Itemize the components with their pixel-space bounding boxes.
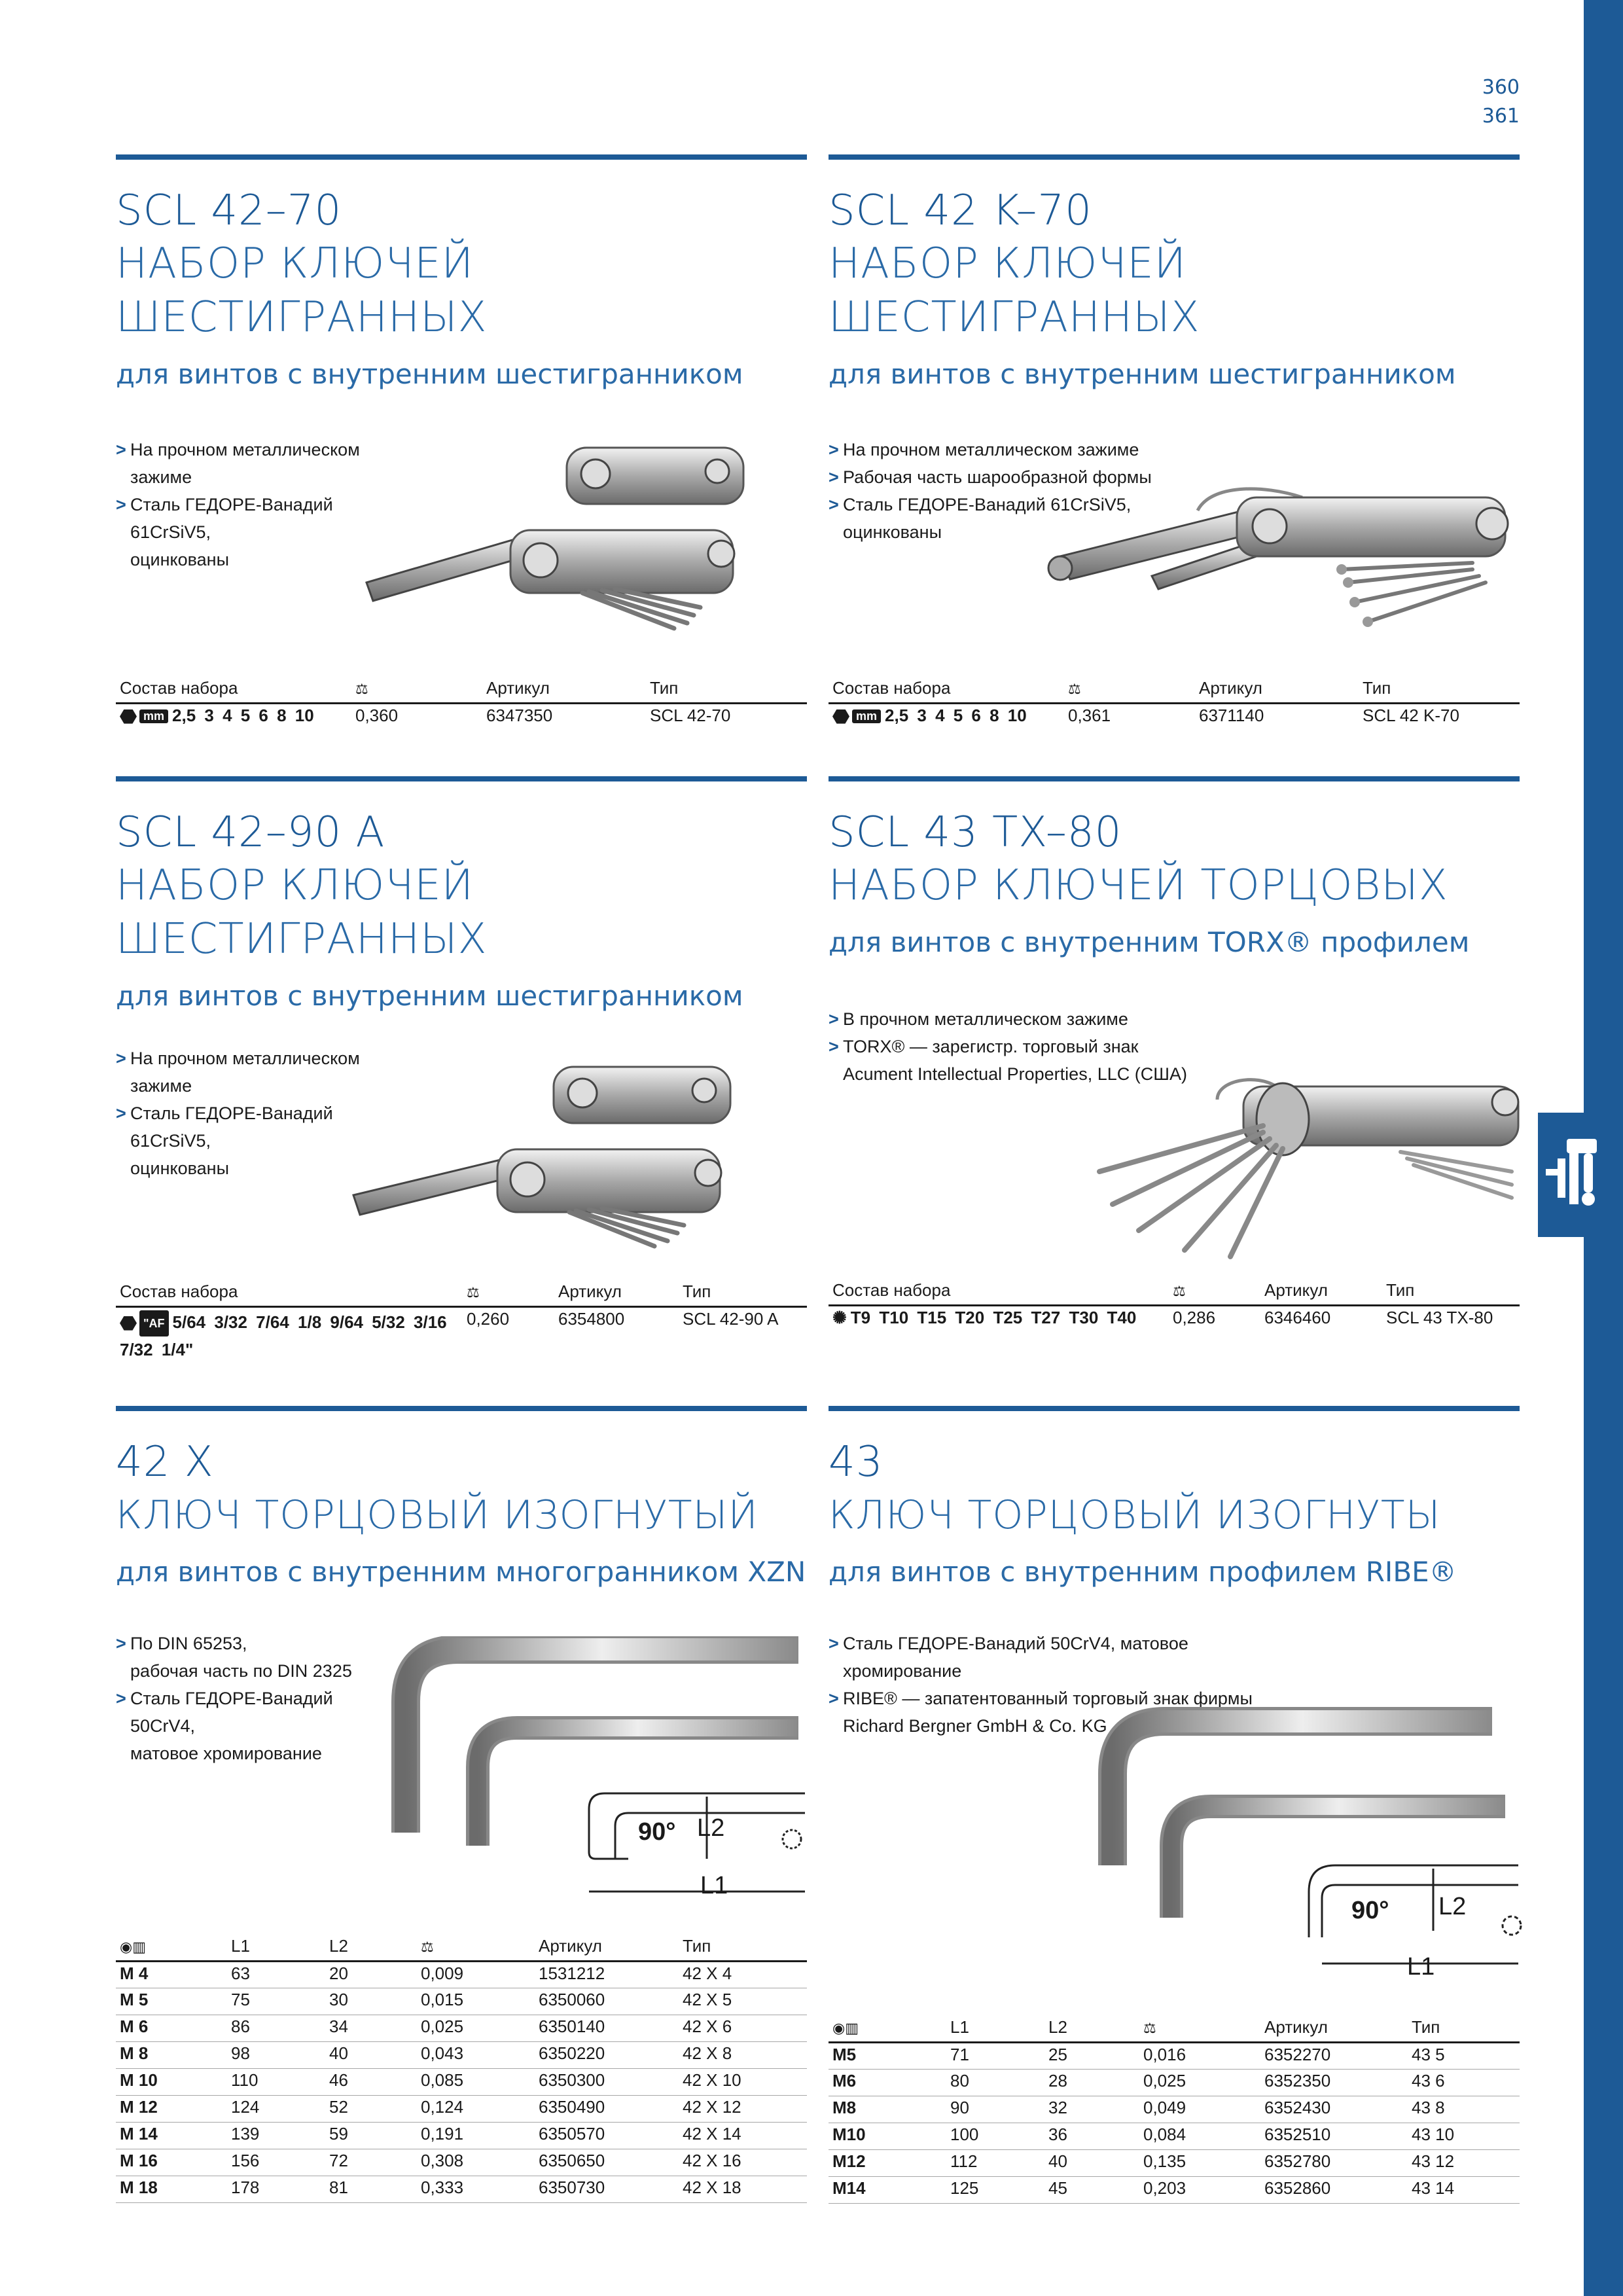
size-cell: M 4 xyxy=(116,1961,227,1988)
set-sizes: 5/64 3/32 7/64 1/8 9/64 5/32 3/16 7/32 1/4" xyxy=(120,1312,447,1359)
product-subtitle: для винтов с внутренним профилем RIBE® xyxy=(829,1556,1457,1588)
type-cell: 43 5 xyxy=(1408,2042,1520,2069)
set-sizes: T9 T10 T15 T20 T25 T27 T30 T40 xyxy=(850,1307,1137,1327)
l1-cell: 139 xyxy=(227,2122,325,2149)
table-row xyxy=(829,2042,1520,2069)
product-scl-42-70 xyxy=(116,154,807,393)
weight-cell: 0,308 xyxy=(417,2149,535,2176)
l1-cell: 86 xyxy=(227,2015,325,2041)
product-subtitle: для винтов с внутренним шестигранником xyxy=(116,358,743,390)
article-cell: 6352510 xyxy=(1260,2123,1408,2149)
folding-hex-key-set-image xyxy=(360,439,753,641)
article-cell: 6371140 xyxy=(1199,705,1264,725)
hex-icon xyxy=(120,709,137,724)
xzn-l-key-image xyxy=(380,1636,812,1911)
weight-cell: 0,085 xyxy=(417,2068,535,2095)
tools-icon xyxy=(1538,1113,1623,1237)
article-cell: 1531212 xyxy=(535,1961,679,1988)
product-title-line: НАБОР КЛЮЧЕЙ ТОРЦОВЫХ xyxy=(829,861,1448,910)
column-header: L1 xyxy=(946,2013,1044,2042)
spec-table xyxy=(829,1276,1520,1333)
column-header: Тип xyxy=(1359,674,1520,703)
weight-scale-icon: ⚖ xyxy=(463,1278,554,1306)
table-row xyxy=(116,1961,807,1988)
product-title-line: ШЕСТИГРАННЫХ xyxy=(116,915,488,963)
size-cell: M 10 xyxy=(116,2068,227,2095)
feature-item: > RIBE® — запатентованный торговый знак фирмы Richard Bergner GmbH & Co. KG xyxy=(829,1685,1300,1740)
l1-cell: 98 xyxy=(227,2041,325,2068)
column-header: Состав набора xyxy=(829,674,1064,703)
column-header: Тип xyxy=(1382,1276,1520,1305)
ribe-l-key-image xyxy=(1086,1702,1531,1990)
column-header: Артикул xyxy=(482,674,646,703)
product-code: SCL 42–90 A xyxy=(116,808,385,857)
column-header: Артикул xyxy=(1195,674,1359,703)
weight-scale-icon: ⚖ xyxy=(1139,2013,1260,2042)
unit-badge: mm xyxy=(139,709,168,723)
l2-cell: 34 xyxy=(325,2015,417,2041)
feature-item: > В прочном металлическом зажиме xyxy=(829,1005,1234,1033)
feature-item: > Сталь ГЕДОРЕ-Ванадий 61CrSiV5, оцинкованы xyxy=(116,1100,417,1182)
product-scl-42-k-70 xyxy=(829,154,1520,393)
table-row xyxy=(116,2176,807,2202)
type-cell: 42 X 5 xyxy=(679,1988,807,2015)
type-cell: 43 12 xyxy=(1408,2149,1520,2176)
section-rule xyxy=(829,776,1520,781)
l1-cell: 156 xyxy=(227,2149,325,2176)
l2-cell: 28 xyxy=(1044,2069,1139,2096)
article-cell: 6350220 xyxy=(535,2041,679,2068)
table-row xyxy=(116,2041,807,2068)
l2-cell: 25 xyxy=(1044,2042,1139,2069)
feature-item: > На прочном металлическом зажиме xyxy=(116,436,417,491)
l2-cell: 40 xyxy=(325,2041,417,2068)
size-cell: M12 xyxy=(829,2149,946,2176)
weight-cell: 0,286 xyxy=(1173,1307,1216,1327)
l1-cell: 112 xyxy=(946,2149,1044,2176)
article-cell: 6352430 xyxy=(1260,2096,1408,2123)
size-cell: M5 xyxy=(829,2042,946,2069)
l1-cell: 110 xyxy=(227,2068,325,2095)
type-cell: 43 10 xyxy=(1408,2123,1520,2149)
section-tab xyxy=(1538,1113,1623,1237)
table-row xyxy=(116,2015,807,2041)
dimension-diagram xyxy=(1309,1865,1521,1964)
page-number-right: 361 xyxy=(1482,105,1520,128)
feature-item: > На прочном металлическом зажиме xyxy=(116,1045,417,1100)
l2-cell: 32 xyxy=(1044,2096,1139,2123)
column-header: L1 xyxy=(227,1932,325,1961)
product-title-line: НАБОР КЛЮЧЕЙ xyxy=(829,240,1186,288)
weight-scale-icon: ⚖ xyxy=(1169,1276,1260,1305)
set-composition-cell xyxy=(829,703,1064,730)
table-row xyxy=(116,1988,807,2015)
l2-cell: 81 xyxy=(325,2176,417,2202)
type-cell: SCL 42-90 A xyxy=(683,1308,779,1329)
section-rule xyxy=(829,154,1520,160)
feature-item: > На прочном металлическом зажиме xyxy=(829,436,1169,463)
product-title-line: НАБОР КЛЮЧЕЙ xyxy=(116,240,474,288)
article-cell: 6352780 xyxy=(1260,2149,1408,2176)
size-cell: M8 xyxy=(829,2096,946,2123)
product-subtitle: для винтов с внутренним шестигранником xyxy=(116,980,743,1012)
angle-label: 90° xyxy=(638,1818,676,1846)
weight-scale-icon: ⚖ xyxy=(1064,674,1195,703)
column-header: Тип xyxy=(679,1932,807,1961)
l2-cell: 52 xyxy=(325,2095,417,2122)
l1-cell: 80 xyxy=(946,2069,1044,2096)
article-cell: 6354800 xyxy=(558,1308,625,1329)
l2-cell: 72 xyxy=(325,2149,417,2176)
type-cell: 42 X 8 xyxy=(679,2041,807,2068)
column-header: Состав набора xyxy=(829,1276,1169,1305)
column-header: Состав набора xyxy=(116,1278,463,1306)
size-cell: M 12 xyxy=(116,2095,227,2122)
weight-cell: 0,260 xyxy=(467,1308,510,1329)
l2-cell: 36 xyxy=(1044,2123,1139,2149)
type-cell: 43 14 xyxy=(1408,2176,1520,2203)
l1-cell: 90 xyxy=(946,2096,1044,2123)
section-rule xyxy=(116,776,807,781)
page-numbers xyxy=(1440,73,1520,131)
weight-cell: 0,016 xyxy=(1139,2042,1260,2069)
weight-cell: 0,025 xyxy=(1139,2069,1260,2096)
type-cell: 42 X 10 xyxy=(679,2068,807,2095)
set-composition-cell xyxy=(829,1305,1169,1333)
column-header: Артикул xyxy=(554,1278,679,1306)
sizes-table xyxy=(116,1932,807,2203)
column-header: Тип xyxy=(679,1278,807,1306)
weight-cell: 0,203 xyxy=(1139,2176,1260,2203)
feature-item: > TORX® — зарегистр. торговый знак Acument Intellectual Properties, LLC (США) xyxy=(829,1033,1234,1088)
length-l2-label: L2 xyxy=(1438,1893,1467,1920)
weight-scale-icon: ⚖ xyxy=(417,1932,535,1961)
l1-cell: 125 xyxy=(946,2176,1044,2203)
article-cell: 6350730 xyxy=(535,2176,679,2202)
product-title-line: НАБОР КЛЮЧЕЙ xyxy=(116,861,474,910)
column-header: Артикул xyxy=(1260,2013,1408,2042)
product-43 xyxy=(829,1406,1520,1590)
l1-cell: 63 xyxy=(227,1961,325,1988)
type-cell: SCL 43 TX-80 xyxy=(1386,1307,1493,1327)
type-cell: 42 X 12 xyxy=(679,2095,807,2122)
l2-cell: 46 xyxy=(325,2068,417,2095)
section-rule xyxy=(829,1406,1520,1411)
ball-end-hex-key-set-image xyxy=(1041,471,1525,655)
spec-table xyxy=(116,674,807,730)
unit-badge: mm xyxy=(852,709,881,723)
type-cell: 42 X 18 xyxy=(679,2176,807,2202)
feature-item: > Сталь ГЕДОРЕ-Ванадий 50CrV4, матовое хромирование xyxy=(116,1685,378,1767)
length-l1-label: L1 xyxy=(700,1872,728,1899)
size-cell: M 6 xyxy=(116,2015,227,2041)
size-icon: ◉▥ xyxy=(829,2013,946,2042)
article-cell: 6352350 xyxy=(1260,2069,1408,2096)
inch-hex-key-set-image xyxy=(347,1058,753,1261)
type-cell: 42 X 6 xyxy=(679,2015,807,2041)
type-cell: 42 X 16 xyxy=(679,2149,807,2176)
product-code: 43 xyxy=(829,1438,883,1486)
size-cell: M 16 xyxy=(116,2149,227,2176)
table-row xyxy=(116,1306,807,1364)
length-l2-label: L2 xyxy=(697,1814,725,1842)
torx-icon: ✺ xyxy=(832,1307,847,1327)
table-row xyxy=(829,1305,1520,1333)
size-cell: M 8 xyxy=(116,2041,227,2068)
hex-icon xyxy=(120,1316,137,1331)
angle-label: 90° xyxy=(1351,1897,1389,1924)
weight-cell: 0,135 xyxy=(1139,2149,1260,2176)
type-cell: 43 8 xyxy=(1408,2096,1520,2123)
section-rule xyxy=(116,154,807,160)
column-header: Состав набора xyxy=(116,674,351,703)
column-header: Артикул xyxy=(1260,1276,1382,1305)
product-title-line: КЛЮЧ ТОРЦОВЫЙ ИЗОГНУТЫ xyxy=(829,1492,1441,1538)
weight-cell: 0,025 xyxy=(417,2015,535,2041)
article-cell: 6350300 xyxy=(535,2068,679,2095)
product-code: SCL 42 K–70 xyxy=(829,187,1092,235)
unit-badge: "AF xyxy=(139,1310,169,1336)
weight-cell: 0,361 xyxy=(1068,705,1111,725)
size-cell: M14 xyxy=(829,2176,946,2203)
weight-cell: 0,043 xyxy=(417,2041,535,2068)
table-row xyxy=(116,2095,807,2122)
weight-scale-icon: ⚖ xyxy=(351,674,482,703)
l1-cell: 178 xyxy=(227,2176,325,2202)
table-row xyxy=(116,2149,807,2176)
table-row xyxy=(829,2096,1520,2123)
table-row xyxy=(829,2176,1520,2203)
article-cell: 6350060 xyxy=(535,1988,679,2015)
product-42-x xyxy=(116,1406,807,1590)
type-cell: 42 X 14 xyxy=(679,2122,807,2149)
sizes-table-body xyxy=(116,1961,807,2202)
product-title-line: ШЕСТИГРАННЫХ xyxy=(829,293,1200,342)
page-number-left: 360 xyxy=(1482,76,1520,99)
product-scl-42-90-a xyxy=(116,776,807,1014)
weight-cell: 0,015 xyxy=(417,1988,535,2015)
sizes-table-body xyxy=(829,2042,1520,2203)
l2-cell: 20 xyxy=(325,1961,417,1988)
section-rule xyxy=(116,1406,807,1411)
set-sizes: 2,5 3 4 5 6 8 10 xyxy=(885,705,1027,725)
column-header: Тип xyxy=(1408,2013,1520,2042)
dimension-diagram xyxy=(589,1793,805,1892)
spec-table xyxy=(116,1278,807,1364)
l1-cell: 100 xyxy=(946,2123,1044,2149)
l2-cell: 59 xyxy=(325,2122,417,2149)
table-row xyxy=(116,703,807,730)
column-header: Тип xyxy=(646,674,807,703)
feature-item: > Сталь ГЕДОРЕ-Ванадий 61CrSiV5, оцинкованы xyxy=(116,491,417,573)
table-row xyxy=(829,2149,1520,2176)
size-cell: M10 xyxy=(829,2123,946,2149)
product-code: SCL 42–70 xyxy=(116,187,342,235)
feature-item: > Сталь ГЕДОРЕ-Ванадий 50CrV4, матовое хромирование xyxy=(829,1630,1300,1685)
torx-key-set-image xyxy=(1086,1073,1525,1270)
article-cell: 6350650 xyxy=(535,2149,679,2176)
hex-icon xyxy=(832,709,849,724)
table-row xyxy=(116,2122,807,2149)
table-row xyxy=(829,2123,1520,2149)
size-cell: M 5 xyxy=(116,1988,227,2015)
l1-cell: 71 xyxy=(946,2042,1044,2069)
product-title-line: КЛЮЧ ТОРЦОВЫЙ ИЗОГНУТЫЙ xyxy=(116,1492,758,1538)
l1-cell: 75 xyxy=(227,1988,325,2015)
weight-cell: 0,084 xyxy=(1139,2123,1260,2149)
weight-cell: 0,333 xyxy=(417,2176,535,2202)
set-sizes: 2,5 3 4 5 6 8 10 xyxy=(172,705,314,725)
table-row xyxy=(829,703,1520,730)
product-scl-43-tx-80 xyxy=(829,776,1520,961)
spec-table xyxy=(829,674,1520,730)
article-cell: 6350570 xyxy=(535,2122,679,2149)
l2-cell: 45 xyxy=(1044,2176,1139,2203)
article-cell: 6352860 xyxy=(1260,2176,1408,2203)
article-cell: 6350140 xyxy=(535,2015,679,2041)
size-cell: M 14 xyxy=(116,2122,227,2149)
l2-cell: 40 xyxy=(1044,2149,1139,2176)
sizes-table xyxy=(829,2013,1520,2204)
column-header: Артикул xyxy=(535,1932,679,1961)
table-row xyxy=(829,2069,1520,2096)
weight-cell: 0,124 xyxy=(417,2095,535,2122)
weight-cell: 0,049 xyxy=(1139,2096,1260,2123)
weight-cell: 0,191 xyxy=(417,2122,535,2149)
product-title-line: ШЕСТИГРАННЫХ xyxy=(116,293,488,342)
weight-cell: 0,360 xyxy=(355,705,399,725)
size-cell: M6 xyxy=(829,2069,946,2096)
set-composition-cell xyxy=(116,703,351,730)
l1-cell: 124 xyxy=(227,2095,325,2122)
product-code: 42 X xyxy=(116,1438,214,1486)
product-code: SCL 43 TX–80 xyxy=(829,808,1122,857)
feature-list xyxy=(116,1630,378,1767)
product-subtitle: для винтов с внутренним многогранником XZN xyxy=(116,1556,806,1588)
set-composition-cell xyxy=(116,1306,463,1364)
column-header: L2 xyxy=(325,1932,417,1961)
product-subtitle: для винтов с внутренним TORX® профилем xyxy=(829,926,1470,958)
table-row xyxy=(116,2068,807,2095)
article-cell: 6346460 xyxy=(1264,1307,1331,1327)
feature-item: > Рабочая часть шарообразной формы xyxy=(829,463,1169,491)
feature-item: > Сталь ГЕДОРЕ-Ванадий 61CrSiV5, оцинкованы xyxy=(829,491,1169,546)
feature-item: > По DIN 65253, рабочая часть по DIN 2325 xyxy=(116,1630,378,1685)
length-l1-label: L1 xyxy=(1407,1953,1435,1981)
size-icon: ◉▥ xyxy=(116,1932,227,1961)
article-cell: 6350490 xyxy=(535,2095,679,2122)
type-cell: SCL 42-70 xyxy=(650,705,731,725)
size-cell: M 18 xyxy=(116,2176,227,2202)
article-cell: 6352270 xyxy=(1260,2042,1408,2069)
column-header: L2 xyxy=(1044,2013,1139,2042)
article-cell: 6347350 xyxy=(486,705,553,725)
type-cell: 43 6 xyxy=(1408,2069,1520,2096)
product-subtitle: для винтов с внутренним шестигранником xyxy=(829,358,1456,390)
type-cell: SCL 42 K-70 xyxy=(1363,705,1459,725)
type-cell: 42 X 4 xyxy=(679,1961,807,1988)
l2-cell: 30 xyxy=(325,1988,417,2015)
weight-cell: 0,009 xyxy=(417,1961,535,1988)
